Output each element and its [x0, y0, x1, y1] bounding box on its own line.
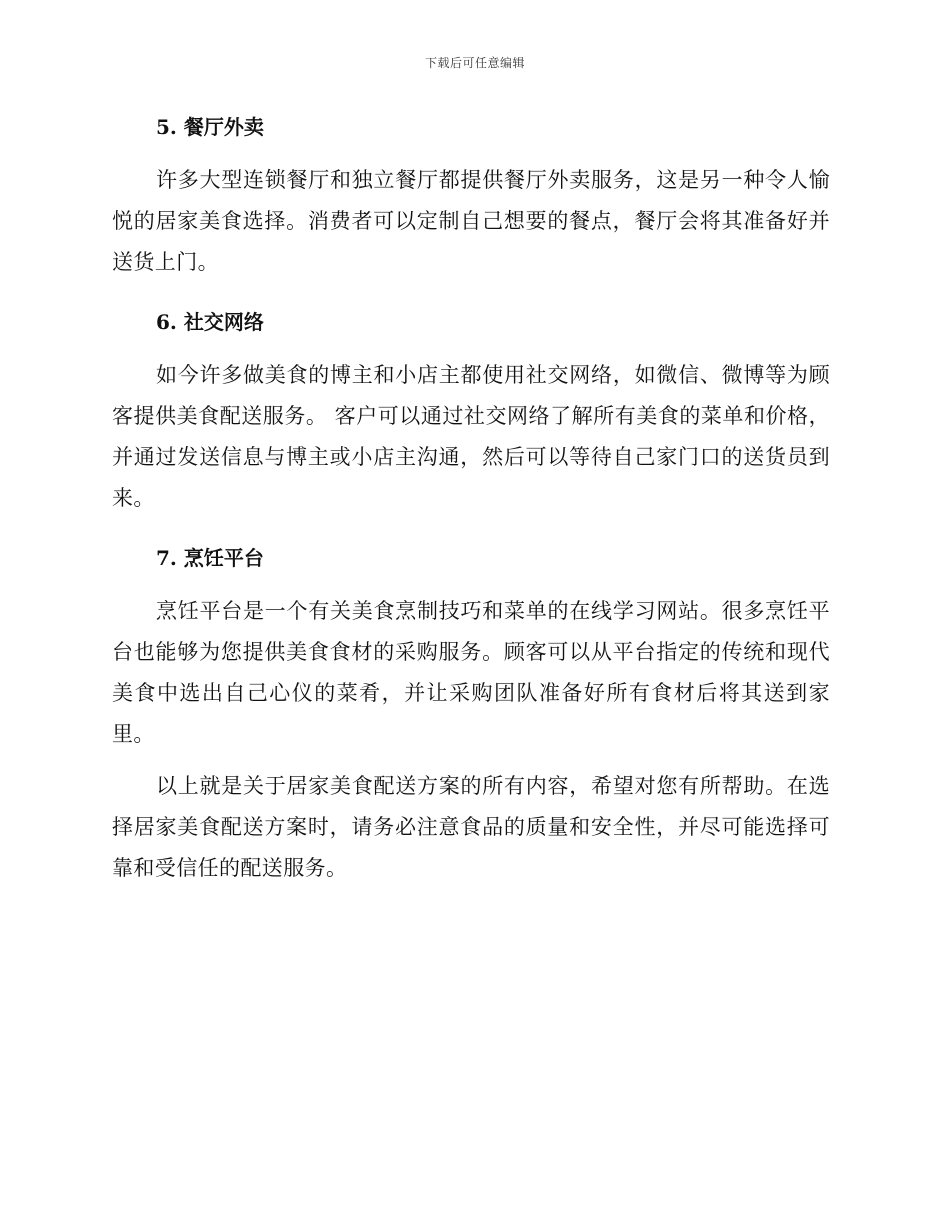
section-title-social-network: 6. 社交网络: [156, 310, 264, 334]
paragraph-social-network: 如今许多做美食的博主和小店主都使用社交网络，如微信、微博等为顾客提供美食配送服务。 客户可以通过社交网络了解所有美食的菜单和价格，并通过发送信息与博主或小店主沟通，然后可以等待自己家门口的送货员到来。: [112, 363, 830, 510]
document-body: [112, 110, 830, 889]
section-title-restaurant-takeout: 5. 餐厅外卖: [156, 115, 264, 139]
paragraph-conclusion: 以上就是关于居家美食配送方案的所有内容，希望对您有所帮助。在选择居家美食配送方案时，请务必注意食品的质量和安全性，并尽可能选择可靠和受信任的配送服务。: [112, 774, 830, 880]
section-title-cooking-platform: 7. 烹饪平台: [156, 546, 264, 570]
paragraph-cooking-platform: 烹饪平台是一个有关美食烹制技巧和菜单的在线学习网站。很多烹饪平台也能够为您提供美食食材的采购服务。顾客可以从平台指定的传统和现代美食中选出自己心仪的菜肴，并让采购团队准备好所有食材后将其送到家里。: [112, 599, 830, 746]
page-header: 下载后可任意编辑: [424, 56, 525, 70]
paragraph-restaurant-takeout: 许多大型连锁餐厅和独立餐厅都提供餐厅外卖服务，这是另一种令人愉悦的居家美食选择。消费者可以定制自己想要的餐点，餐厅会将其准备好并送货上门。: [112, 168, 830, 274]
